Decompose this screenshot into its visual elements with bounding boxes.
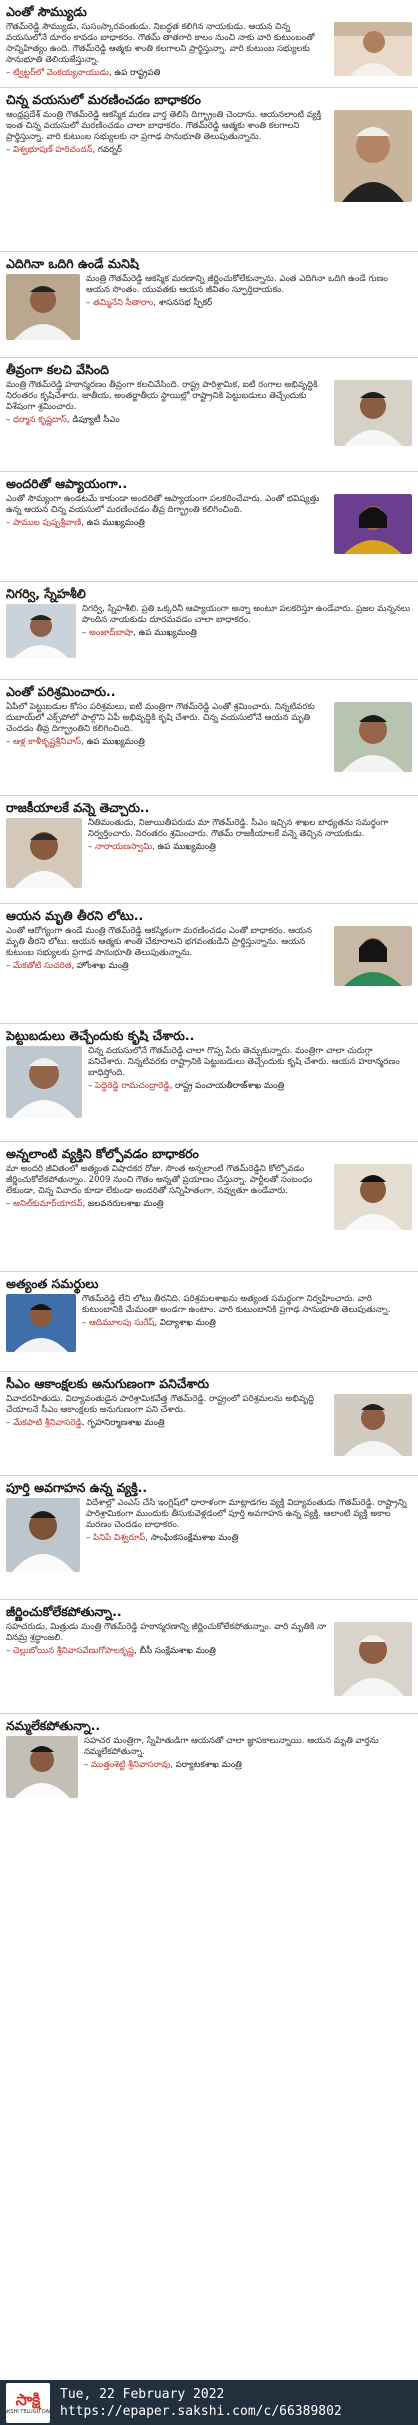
tribute-heading: సీఎం ఆకాంక్షలకు అనుగుణంగా పనిచేశారు xyxy=(6,1376,210,1391)
portrait-photo xyxy=(334,110,412,202)
tribute-person-name: పాముల పుష్పశ్రీవాణి xyxy=(13,518,82,528)
tribute-person-role: ఉప ముఖ్యమంత్రి xyxy=(138,628,197,638)
tribute-heading: ఆయన మృతి తీరని లోటు.. xyxy=(6,908,144,923)
tribute-body: ఎంతో ఆరోగ్యంగా ఉండే మంత్రి గౌతమ్‌రెడ్డి ఆకస్మికంగా మరణించడం ఎంతో బాధాకరం. ఆయన మృతి తీరని లోటు. ఆయన ఆత్మకు శాంతి చేకూరాలని భగవంతుడిని ప్రార్థిస్తున్నాను. ఆయన కుటుంబ సభ్యులకు ప్రగాఢ సానుభూతి తెలుపుతున్నాను. xyxy=(6,926,313,958)
tribute-body: సహచర మంత్రిగా, స్నేహితుడిగా ఆయనతో చాలా జ్ఞాపకాలున్నాయి. ఆయన మృతి వార్తను నమ్మలేకపోతున్నా. xyxy=(84,1736,379,1757)
tribute-card xyxy=(0,796,418,904)
tribute-person-role: జలవనరులశాఖ మంత్రి xyxy=(87,1199,164,1209)
logo-text: సాక్షి xyxy=(15,2389,41,2409)
tribute-card xyxy=(0,1024,418,1142)
tribute-body: ఏపీలో పెట్టుబడుల కోసం పరిశ్రమలు, ఐటీ మంత్రిగా గౌతమ్‌రెడ్డి ఎంతో శ్రమించారు. నిన్నటివరకు దుబాయ్‌లో ఎక్స్‌పోలో పాల్గొని ఏపీ అభివృద్ధికి కృషి చేశారు. చిన్న వయసులోనే ఆయన మృతి చెందడం తీవ్ర దిగ్భ్రాంతిని కలిగించింది. xyxy=(6,702,315,734)
portrait-icon xyxy=(334,1164,412,1230)
tribute-person-role: హోంశాఖ మంత్రి xyxy=(76,961,129,971)
portrait-icon xyxy=(6,1498,80,1572)
tribute-card xyxy=(0,680,418,796)
tribute-attribution: – అనిల్‌కుమార్‌యాదవ్, జలవనరులశాఖ మంత్రి xyxy=(6,1199,164,1209)
tribute-person-role: డిప్యూటీ సీఎం xyxy=(72,415,120,425)
tribute-heading: నమ్మలేకపోతున్నా.. xyxy=(6,1718,101,1733)
portrait-photo xyxy=(6,1736,78,1798)
tribute-attribution: – ఆళ్ల కాళీకృష్ణశ్రీనివాస్, ఉప ముఖ్యమంత్రి xyxy=(6,737,145,747)
logo-tagline: SAKSHI TELUGU DAILY xyxy=(0,2408,56,2415)
tribute-person-role: ఉప ముఖ్యమంత్రి xyxy=(86,518,145,528)
tribute-attribution: – మేకతోటి సుచరిత, హోంశాఖ మంత్రి xyxy=(6,961,129,971)
tribute-attribution: – తమ్మినేని సీతారాం, శాసనసభ స్పీకర్ xyxy=(86,298,213,308)
tribute-card xyxy=(0,1372,418,1476)
portrait-photo xyxy=(6,1498,80,1572)
tribute-person-name: చెల్లుబోయిన శ్రీనివాసవేణుగోపాలకృష్ణ xyxy=(13,1646,135,1656)
tribute-heading: ఎంతో సౌమ్యుడు xyxy=(6,4,87,19)
portrait-photo xyxy=(6,604,76,658)
tribute-person-name: తమ్మినేని సీతారాం xyxy=(93,298,154,308)
tribute-card xyxy=(0,252,418,358)
tribute-attribution: – విశ్వభూషణ్ హరిచందన్, గవర్నర్ xyxy=(6,145,123,155)
tribute-heading: చిన్న వయసులో మరణించడం బాధాకరం xyxy=(6,92,202,107)
tribute-body: నీతిమంతుడు, నిజాయితీపరుడు మా గౌతమ్‌రెడ్డి. సీఎం ఇచ్చిన శాఖల బాధ్యతను సమర్థంగా నిర్వర్తించారు. నిరంతరం శ్రమించారు. గౌతమ్ రాజకీయాలకే వన్నె తెచ్చిన నాయకుడు. xyxy=(88,818,389,839)
portrait-icon xyxy=(334,494,412,554)
tribute-body: మంత్రి గౌతమ్‌రెడ్డి ఆకస్మిక మరణాన్ని జీర్ణించుకోలేకున్నాను. ఎంత ఎదిగినా ఒదిగి ఉండే గుణం ఆయన సొంతం. యువతకు ఆయన జీవితం స్ఫూర్తిదాయకం. xyxy=(86,274,388,295)
tribute-person-role: గృహనిర్మాణశాఖ మంత్రి xyxy=(87,1418,165,1428)
portrait-icon xyxy=(6,604,76,658)
tribute-person-name: మేకపాటి శ్రీనివాసరెడ్డి xyxy=(13,1418,82,1428)
tribute-body: విదేశాల్లో ఎంఎస్ చేసి ఇంగ్లిష్‌లో ధారాళంగా మాట్లాడగల వ్యక్తి విద్యావంతుడు గౌతమ్‌రెడ్డి. రాష్ట్రాన్ని పారిశ్రామికంగా ముందుకు తీసుకువెళ్లడంలో పూర్తి అవగాహన ఉన్న వ్యక్తి. ఆలాంటి వ్యక్తి అకాల మరణం చెందడం బాధాకరం. xyxy=(86,1498,407,1530)
tribute-person-role: ఉప రాష్ట్రపతి xyxy=(114,68,161,78)
tribute-body: గౌతమ్‌రెడ్డి సౌమ్యుడు, సుసంస్కారవంతుడు. నిబద్ధత కలిగిన నాయకుడు. ఆయన చిన్న వయసులోనే దూరం కావడం బాధాకరం. గౌతమ్ తాతగారి కాలం నుంచి నాకు వారి కుటుంబంతో సాన్నిహిత్యం ఉంది. గౌతమ్‌రెడ్డి ఆత్మకు శాంతి కలగాలని ప్రార్థిస్తున్నా. వారి కుటుంబ సభ్యులకు సానుభూతి తెలియజేస్తున్నా. xyxy=(6,22,315,65)
tribute-person-name: ట్విట్టర్‌లో వెంకయ్యనాయుడు xyxy=(13,68,109,78)
tribute-card xyxy=(0,472,418,582)
tribute-card xyxy=(0,1142,418,1272)
tribute-person-name: ధర్మాన కృష్ణదాస్ xyxy=(13,415,67,425)
portrait-icon xyxy=(6,274,80,340)
tribute-heading: అత్యంత సమర్థులు xyxy=(6,1276,99,1291)
tribute-body: ఎంతో సౌమ్యంగా ఉండటమే కాకుండా అందరితో ఆప్యాయంగా పలకరించేవారు. ఎంతో భవిష్యత్తు ఉన్న ఆయన చిన్న వయసులో మరణించడం తీవ్ర దిగ్భ్రాంతి కలిగించింది. xyxy=(6,494,320,515)
tribute-heading: నిగర్వి, స్నేహశీలి xyxy=(6,586,86,601)
portrait-photo xyxy=(334,702,412,772)
edition-date: Tue, 22 February 2022 xyxy=(60,2386,225,2402)
tribute-attribution: – మేకపాటి శ్రీనివాసరెడ్డి, గృహనిర్మాణశాఖ మంత్రి xyxy=(6,1418,165,1428)
footer-info xyxy=(60,2386,342,2420)
portrait-photo xyxy=(334,1622,412,1696)
tribute-attribution: – ధర్మాన కృష్ణదాస్, డిప్యూటీ సీఎం xyxy=(6,415,120,425)
portrait-photo xyxy=(334,1394,412,1456)
portrait-photo xyxy=(6,274,80,340)
portrait-photo xyxy=(6,1294,76,1352)
tribute-heading: అందరితో ఆప్యాయంగా.. xyxy=(6,476,128,491)
tribute-card xyxy=(0,0,418,88)
tribute-body: చిన్న వయసులోనే గౌతమ్‌రెడ్డి చాలా గొప్ప పేరు తెచ్చుకున్నారు. మంత్రిగా చాలా చురుగ్గా పనిచేశారు. నిన్నటివరకు రాష్ట్రానికి పెట్టుబడులు తెచ్చేందుకు కృషి చేశారు. ఆయన హఠాన్మరణం బాధిస్తోంది. xyxy=(88,1046,400,1078)
tribute-heading: ఎంతో పరిశ్రమించారు.. xyxy=(6,684,116,699)
tribute-attribution: – ముత్తంశెట్టి శ్రీనివాసరావు, పర్యాటకశాఖ మంత్రి xyxy=(84,1760,242,1770)
edition-url[interactable]: https://epaper.sakshi.com/c/66389802 xyxy=(60,2403,342,2419)
portrait-photo xyxy=(334,380,412,446)
epaper-footer xyxy=(0,2380,418,2425)
tribute-person-name: నారాయణస్వామి xyxy=(95,842,153,852)
tribute-body: సహచరుడు, మిత్రుడు మంత్రి గౌతమ్‌రెడ్డి హఠాన్మరణాన్ని జీర్ణించుకోలేకపోతున్నాం. వారి మృతికి నా వినమ్ర శ్రద్ధాంజలి. xyxy=(6,1622,327,1643)
portrait-photo xyxy=(334,926,412,986)
tribute-heading: జీర్ణించుకోలేకపోతున్నా.. xyxy=(6,1604,122,1619)
tribute-heading: ఎదిగినా ఒదిగి ఉండే మనిషి xyxy=(6,256,139,271)
tribute-person-role: గవర్నర్ xyxy=(97,145,123,155)
tribute-person-name: అంజాద్‌బాషా xyxy=(89,628,134,638)
tribute-heading: రాజకీయాలకే వన్నె తెచ్చారు.. xyxy=(6,800,150,815)
tribute-person-name: పెద్దిరెడ్డి రామచంద్రారెడ్డి xyxy=(95,1081,170,1091)
tribute-attribution: – చెల్లుబోయిన శ్రీనివాసవేణుగోపాలకృష్ణ, బీసీ సంక్షేమశాఖ మంత్రి xyxy=(6,1646,216,1656)
portrait-photo xyxy=(334,1164,412,1230)
portrait-icon xyxy=(334,1622,412,1696)
tribute-body: నిగర్వి, స్నేహశీలి. ప్రతి ఒక్కరినీ ఆప్యాయంగా అన్నా అంటూ పలకరిస్తూ ఉండేవారు. ప్రజల మన్ననలు పొందిన నాయకుడు దూరమవడం చాలా బాధాకరం. xyxy=(82,604,411,625)
tribute-body: మా అందరి జీవితంలో అత్యంత విషాదకర రోజు. సొంత అన్నలాంటి గౌతమ్‌రెడ్డిని కోల్పోవడం జీర్ణించుకోలేకపోతున్నాం. 2009 నుంచి గౌతం అన్నతో ప్రయాణం చేస్తున్నా. పార్టీలతో సంబంధం లేకుండా, చిన్న వివాదం కూడా లేకుండా అందరితో సన్నిహితంగా, నవ్వుతూ ఉండేవారు. xyxy=(6,1164,313,1196)
tribute-person-role: ఉప ముఖ్యమంత్రి xyxy=(86,737,145,747)
portrait-icon xyxy=(6,1046,82,1118)
tribute-heading: పెట్టుబడులు తెచ్చేందుకు కృషి చేశారు.. xyxy=(6,1028,195,1043)
tribute-person-role: రాష్ట్ర పంచాయతీరాజ్‌శాఖ మంత్రి xyxy=(175,1081,285,1091)
tribute-attribution: – అంజాద్‌బాషా, ఉప ముఖ్యమంత్రి xyxy=(82,628,197,638)
tribute-heading: అన్నలాంటి వ్యక్తిని కోల్పోవడం బాధాకరం xyxy=(6,1146,199,1161)
tribute-person-role: బీసీ సంక్షేమశాఖ మంత్రి xyxy=(139,1646,216,1656)
tribute-attribution: – నారాయణస్వామి, ఉప ముఖ్యమంత్రి xyxy=(88,842,216,852)
tribute-person-name: మేకతోటి సుచరిత xyxy=(13,961,72,971)
tribute-card xyxy=(0,904,418,1024)
tribute-card xyxy=(0,88,418,252)
tribute-person-role: ఉప ముఖ్యమంత్రి xyxy=(157,842,216,852)
portrait-photo xyxy=(334,494,412,554)
portrait-photo xyxy=(6,818,82,888)
portrait-icon xyxy=(334,926,412,986)
tribute-person-name: ముత్తంశెట్టి శ్రీనివాసరావు xyxy=(91,1760,171,1770)
portrait-icon xyxy=(334,110,412,202)
portrait-icon xyxy=(334,22,412,76)
tribute-card xyxy=(0,1476,418,1600)
tribute-person-name: పినిపే విశ్వరూప్ xyxy=(93,1533,146,1543)
portrait-icon xyxy=(334,1394,412,1456)
tribute-card xyxy=(0,1714,418,1814)
tribute-person-role: సాంఘికసంక్షేమశాఖ మంత్రి xyxy=(150,1533,239,1543)
tribute-person-name: ఆదిమూలపు సురేష్ xyxy=(89,1318,155,1328)
portrait-icon xyxy=(334,380,412,446)
tribute-heading: తీవ్రంగా కలచి వేసింది xyxy=(6,362,110,377)
tribute-card xyxy=(0,582,418,680)
tribute-attribution: – ట్విట్టర్‌లో వెంకయ్యనాయుడు, ఉప రాష్ట్రపతి xyxy=(6,68,161,78)
tribute-person-name: అనిల్‌కుమార్‌యాదవ్ xyxy=(13,1199,83,1209)
sakshi-logo[interactable] xyxy=(0,2383,56,2423)
portrait-icon xyxy=(6,818,82,888)
portrait-photo xyxy=(6,1046,82,1118)
tribute-card xyxy=(0,358,418,472)
tribute-body: గౌతమ్‌రెడ్డి లేని లోటు తీరనిది. పరిశ్రమలశాఖను అత్యంత సమర్థంగా నిర్వహించారు. వారి కుటుంబానికి మేమంతా అండగా ఉంటాం. వారి కుటుంబానికి ప్రగాఢ సానుభూతి తెలుపుతున్నా. xyxy=(82,1294,391,1315)
tribute-body: వివాదరహితుడు. విద్యావంతుడైన పారిశ్రామికవేత్త గౌతమ్‌రెడ్డి. రాష్ట్రంలో పరిశ్రమలను అభివృద్ధి చేయాలనే సీఎం ఆకాంక్షలకు అనుగుణంగా పని చేశారు. xyxy=(6,1394,315,1415)
portrait-icon xyxy=(6,1294,76,1352)
tribute-person-role: విద్యాశాఖ మంత్రి xyxy=(159,1318,216,1328)
portrait-icon xyxy=(334,702,412,772)
tribute-card xyxy=(0,1272,418,1372)
tribute-person-name: విశ్వభూషణ్ హరిచందన్ xyxy=(13,145,93,155)
tribute-attribution: – పినిపే విశ్వరూప్, సాంఘికసంక్షేమశాఖ మంత్రి xyxy=(86,1533,239,1543)
tribute-person-name: ఆళ్ల కాళీకృష్ణశ్రీనివాస్ xyxy=(13,737,82,747)
tribute-body: మంత్రి గౌతమ్‌రెడ్డి హఠాన్మరణం తీవ్రంగా కలచివేసింది. రాష్ట్ర పారిశ్రామిక, ఐటీ రంగాల అభివృద్ధికి నిరంతరం కృషిచేశారు. జాతీయ, అంతర్జాతీయ స్థాయిల్లో రాష్ట్రానికి పెట్టుబడులు తెచ్చేందుకు విశేషంగా శ్రమించారు. xyxy=(6,380,318,412)
portrait-photo xyxy=(334,22,412,76)
tribute-person-role: పర్యాటకశాఖ మంత్రి xyxy=(175,1760,242,1770)
tribute-body: ఆంధ్రప్రదేశ్ మంత్రి గౌతమ్‌రెడ్డి ఆకస్మిక మరణ వార్త తెలిసి దిగ్భ్రాంతి చెందాను. ఆయనలాంటి వ్యక్తి ఇంత చిన్న వయసులో మరణించడం చాలా బాధాకరం. గౌతమ్‌రెడ్డి ఆత్మకు శాంతి కలగాలని ప్రార్థిస్తున్నా. వారి కుటుంబ సభ్యులకు నా ప్రగాఢ సానుభూతి తెలుపుతున్నాను. xyxy=(6,110,322,142)
tribute-heading: పూర్తి అవగాహన ఉన్న వ్యక్తి.. xyxy=(6,1480,148,1495)
tribute-attribution: – ఆదిమూలపు సురేష్, విద్యాశాఖ మంత్రి xyxy=(82,1318,216,1328)
tribute-person-role: శాసనసభ స్పీకర్ xyxy=(158,298,213,308)
tribute-card xyxy=(0,1600,418,1714)
tribute-attribution: – పాముల పుష్పశ్రీవాణి, ఉప ముఖ్యమంత్రి xyxy=(6,518,145,528)
portrait-icon xyxy=(6,1736,78,1798)
tribute-attribution: – పెద్దిరెడ్డి రామచంద్రారెడ్డి, రాష్ట్ర పంచాయతీరాజ్‌శాఖ మంత్రి xyxy=(88,1081,285,1091)
